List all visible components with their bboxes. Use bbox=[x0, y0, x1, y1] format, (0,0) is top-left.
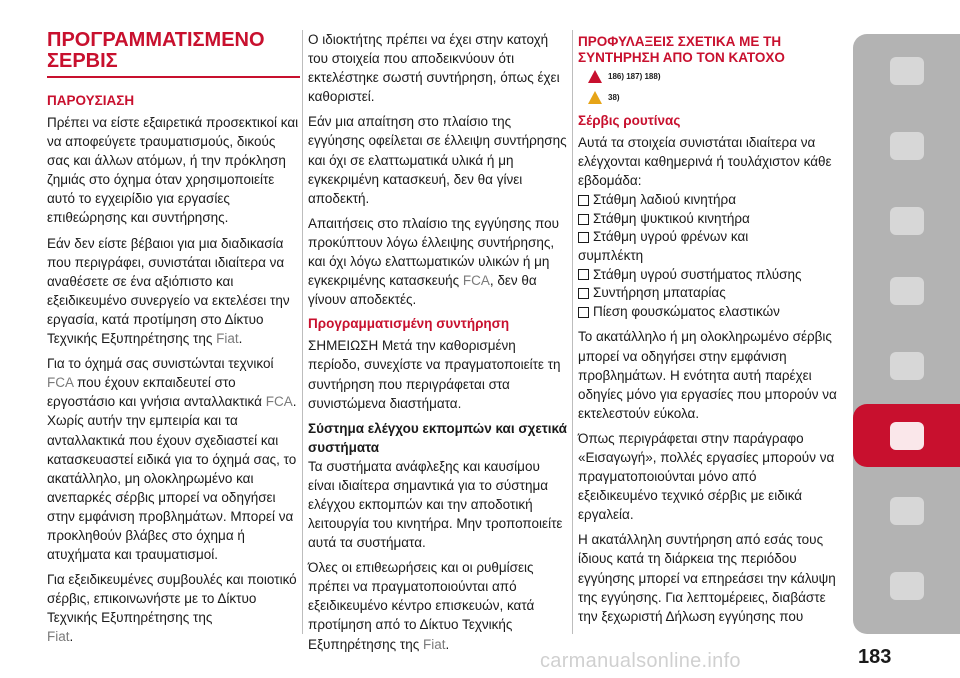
paragraph bbox=[47, 234, 300, 349]
paragraph: Τα συστήματα ανάφλεξης και καυσίμου είναι ιδιαίτερα σημαντικά για το σύστημα ελέγχου εκπομπών και την αποδοτική λειτουργία του κινητήρα. Μην τροποποιείτε αυτά τα συστήματα. bbox=[308, 458, 563, 551]
checkbox-icon bbox=[578, 232, 589, 243]
paragraph bbox=[47, 354, 300, 564]
paragraph bbox=[47, 570, 300, 646]
caution-triangle-icon bbox=[588, 91, 602, 104]
checkbox-icon bbox=[578, 288, 589, 299]
text: . bbox=[238, 331, 243, 347]
text: . Χωρίς αυτήν την εμπειρία και τα ανταλλακτικά που έχουν σχεδιαστεί και κατασκευαστεί ειδικά για το όχημά σας, το ακατάλληλο, μη ολοκληρωμένο και ανεπαρκές σέρβις μπορεί να οδηγήσει στην εμφάνιση προβλημάτων. Μπορεί να προκληθούν βλάβες στο όχημα ή ατυχήματα και τραυματισμοί. bbox=[47, 394, 297, 563]
seatbelt-icon bbox=[890, 132, 924, 160]
tab-technical-data[interactable] bbox=[853, 479, 960, 542]
warning-triangle-icon bbox=[588, 70, 602, 83]
paragraph bbox=[308, 558, 568, 653]
paragraph: Η ακατάλληλη συντήρηση από εσάς τους ίδιους κατά τη διάρκεια της περιόδου εγγύησης μπορεί να επηρεάσει την κάλυψη της εγγύησης. Για λεπτομέρειες, διαβάστε την ξεχωριστή Δήλωση εγγύησης που bbox=[578, 532, 836, 624]
text: . bbox=[445, 636, 450, 652]
caution-refs: 38) bbox=[608, 93, 620, 102]
text: Για εξειδικευμένες συμβουλές και ποιοτικό σέρβις, επικοινωνήστε με το Δίκτυο Τεχνικής Εξυπηρέτησης της bbox=[47, 572, 297, 626]
brand-text: FCA bbox=[462, 273, 490, 289]
tab-multimedia[interactable] bbox=[853, 554, 960, 617]
checkbox-icon bbox=[578, 214, 589, 225]
caution-reference bbox=[588, 91, 840, 104]
paragraph: ΣΗΜΕΙΩΣΗ Μετά την καθορισμένη περίοδο, συνεχίστε να πραγματοποιείτε τη συντήρηση που περιγράφεται στα συνιστώμενα διαστήματα. bbox=[308, 338, 561, 411]
checklist-item bbox=[578, 228, 840, 247]
dashboard-icon bbox=[890, 57, 924, 85]
text: Όλες οι επιθεωρήσεις και οι ρυθμίσεις πρέπει να πραγματοποιούνται από εξειδικευμένο κέντρο επισκευών, κατά προτίμηση από το Δίκτυο Τεχνικής Εξυπηρέτησης της bbox=[308, 560, 535, 652]
text: Για το όχημά σας συνιστώνται τεχνικοί bbox=[47, 356, 274, 372]
checkbox-icon bbox=[578, 195, 589, 206]
wrench-icon bbox=[890, 497, 924, 525]
title-underline bbox=[47, 76, 300, 78]
heading-introduction: ΠΑΡΟΥΣΙΑΣΗ bbox=[47, 93, 135, 108]
checklist-label: Στάθμη λαδιού κινητήρα bbox=[593, 192, 737, 208]
section-title: ΠΡΟΓΡΑΜΜΑΤΙΣΜΕΝΟ ΣΕΡΒΙΣ bbox=[47, 29, 265, 72]
text: . bbox=[69, 629, 74, 645]
brand-text: Fiat bbox=[47, 629, 70, 645]
checklist-item bbox=[578, 303, 840, 322]
text: Εάν δεν είστε βέβαιοι για μια διαδικασία που περιγράφει, συνιστάται ιδιαίτερα να αναθέσετε σε ένα αξιόπιστο και εξειδικευμένο συνεργείο να εκτελέσει την εργασία, κατά προτίμηση στο Δίκτυο Τεχνικής Εξυπηρέτησης της bbox=[47, 235, 290, 347]
brand-text: FCA bbox=[47, 375, 74, 391]
paragraph: Αυτά τα στοιχεία συνιστάται ιδιαίτερα να ελέγχονται καθημερινά ή τουλάχιστον κάθε εβδομάδα: bbox=[578, 135, 832, 189]
paragraph bbox=[308, 214, 568, 309]
checklist-continuation: συμπλέκτη bbox=[578, 248, 644, 264]
column-3 bbox=[578, 30, 840, 632]
heading-emission-control: Σύστημα ελέγχου εκπομπών και σχετικά συστήματα bbox=[308, 420, 567, 455]
paragraph: Ο ιδιοκτήτης πρέπει να έχει στην κατοχή του στοιχεία που αποδεικνύουν ότι εκτελέστηκε σωστή συντήρηση, όπως έχει καθοριστεί. bbox=[308, 32, 560, 105]
checklist-label: Πίεση φουσκώματος ελαστικών bbox=[593, 303, 780, 319]
checklist-item bbox=[578, 266, 840, 285]
column-divider bbox=[572, 30, 573, 634]
tab-safety[interactable] bbox=[853, 114, 960, 177]
checkbox-icon bbox=[578, 269, 589, 280]
column-2 bbox=[308, 30, 568, 660]
warning-light-icon bbox=[890, 277, 924, 305]
chapter-sidebar bbox=[853, 34, 960, 634]
text: που έχουν εκπαιδευτεί στο εργοστάσιο και γνήσια ανταλλακτικά bbox=[47, 375, 262, 410]
brand-text: FCA bbox=[265, 394, 293, 410]
tab-maintenance-active[interactable] bbox=[853, 404, 960, 467]
warning-refs: 186) 187) 188) bbox=[608, 72, 661, 81]
watermark: carmanualsonline.info bbox=[540, 650, 741, 672]
checkbox-icon bbox=[578, 307, 589, 318]
checklist-label: Συντήρηση μπαταρίας bbox=[593, 285, 726, 301]
heading-scheduled-maintenance: Προγραμματισμένη συντήρηση bbox=[308, 316, 510, 332]
brand-text: Fiat bbox=[216, 331, 239, 347]
paragraph: Εάν μια απαίτηση στο πλαίσιο της εγγύησης οφείλεται σε έλλειψη συντήρησης και όχι σε ελαττωματικά υλικά ή μη εγκεκριμένη κατασκευή, δεν θα γίνει αποδεκτή. bbox=[308, 114, 567, 206]
paragraph: Το ακατάλληλο ή μη ολοκληρωμένο σέρβις μπορεί να οδηγήσει στην εμφάνιση προβλημάτων. Η ενότητα αυτή παρέχει οδηγίες μόνο για εργασίες που μπορούν να εκτελεστούν εύκολα. bbox=[578, 329, 837, 421]
heading-routine-service: Σέρβις ρουτίνας bbox=[578, 113, 681, 128]
paragraph: Όπως περιγράφεται στην παράγραφο «Εισαγωγή», πολλές εργασίες μπορούν να πραγματοποιούνται μόνο από εξειδικευμένο τεχνικό σέρβις με ειδικά εργαλεία. bbox=[578, 430, 835, 523]
checklist-item bbox=[578, 210, 840, 229]
tab-starting-driving[interactable] bbox=[853, 189, 960, 252]
checklist-label: Στάθμη ψυκτικού κινητήρα bbox=[593, 210, 750, 226]
checklist-item bbox=[578, 284, 840, 303]
emergency-icon bbox=[890, 352, 924, 380]
text: Απαιτήσεις στο πλαίσιο της εγγύησης που προκύπτουν λόγω έλλειψης συντήρησης, και όχι λόγω ελαττωματικών υλικών ή μη εγκεκριμένης κατασκευής bbox=[308, 215, 559, 289]
column-1 bbox=[47, 30, 300, 653]
paragraph: Πρέπει να είστε εξαιρετικά προσεκτικοί και να αποφεύγετε τραυματισμούς, δικούς σας και άλλων ατόμων, ή την πρόκληση ζημιάς στο όχημα όταν χρησιμοποιείτε αυτό το εγχειρίδιο για εργασίες επιθεώρησης και συντήρησης. bbox=[47, 115, 299, 226]
page-number: 183 bbox=[858, 646, 892, 668]
music-note-icon bbox=[890, 572, 924, 600]
section-title-precautions: ΠΡΟΦΥΛΑΞΕΙΣ ΣΧΕΤΙΚΑ ΜΕ ΤΗ ΣΥΝΤΗΡΗΣΗ ΑΠΟ ΤΟΝ ΚΑΤΟΧΟ bbox=[578, 34, 785, 65]
text: , δεν θα γίνουν αποδεκτές. bbox=[308, 273, 537, 308]
column-divider bbox=[302, 30, 303, 634]
tab-dashboard[interactable] bbox=[853, 39, 960, 102]
brand-text: Fiat bbox=[423, 636, 446, 652]
tab-emergency[interactable] bbox=[853, 334, 960, 397]
checklist-label: Στάθμη υγρού συστήματος πλύσης bbox=[593, 266, 802, 282]
checklist-label: Στάθμη υγρού φρένων και bbox=[593, 229, 749, 245]
tab-warning-lights[interactable] bbox=[853, 259, 960, 322]
steering-icon bbox=[890, 207, 924, 235]
car-service-icon bbox=[890, 422, 924, 450]
warning-reference bbox=[588, 70, 840, 83]
checklist-item bbox=[578, 191, 840, 210]
